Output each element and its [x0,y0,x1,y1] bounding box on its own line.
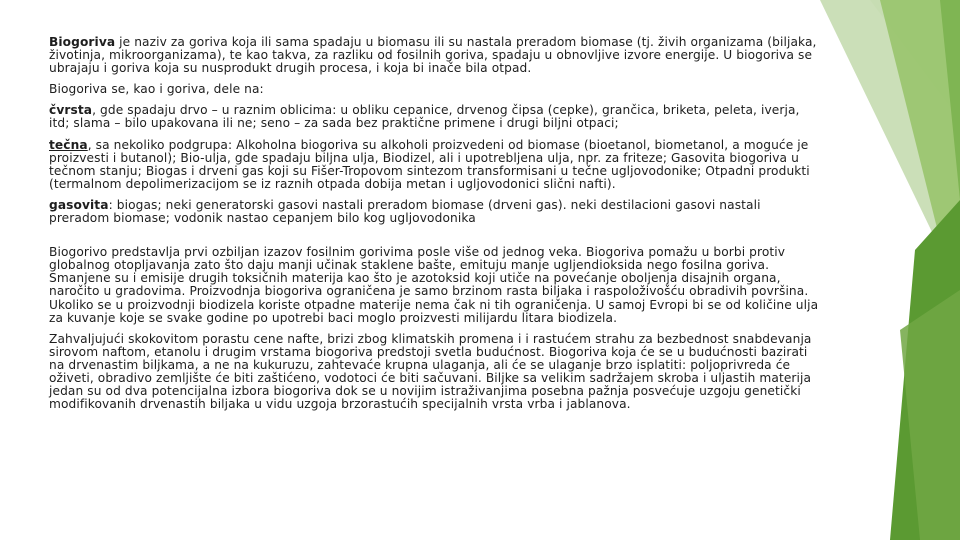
triangle-green [880,0,960,320]
term-biogoriva: Biogoriva [49,35,116,49]
liquid-text: , sa nekoliko podgrupa: Alkoholna biogoriva su alkoholi proizvedeni od biomase (bioetanol, biometanol, a moguće je proizvesti i butanol); Bio-ulja, gde spadaju biljna ulja, Biodizel, ali i upotrebljena ulja, npr. za friteze; Gasovita biogoriva u tečnom stanju; Biogas i drveni gas koji su Fišer-Tropovom sintezom transformisani u tečne ugljovodonike; Otpadni produkti (termalnom depolimerizacijom se iz raznih otpada dobija metan i ugljovodonici slični nafti). [49,137,810,191]
term-cvrsta: čvrsta [49,103,93,118]
triangle-olive [900,290,960,540]
paragraph-benefits: Biogorivo predstavlja prvi ozbiljan izazov fosilnim gorivima posle više od jednog veka. Biogoriva pomažu u borbi protiv globalnog otopljavanja zato što daju manji učinak staklene bašte, emituju manje ugljendioksida nego fosilna goriva. Smanjene su i emisije drugih toksičnih materija kao što je azotoksid koji utiče na povećanje oboljenja disajnih organa, naročito u gradovima. Proizvodnja biogoriva ograničena je samo brzinom rasta biljaka i raspoloživošću obradivih površina. Ukoliko se u proizvodnji biodizela koriste otpadne materije nema čak ni tih ograničenja. U samoj Evropi bi se od količine ulja za kuvanje koje se svake godine po upotrebi baci moglo proizvesti milijardu litara biodizela. [49,245,819,325]
definition-text: je naziv za goriva koja ili sama spadaju u biomasu ili su nastala preradom biomase (tj. živih organizama (biljaka, životinja, mikroorganizama), te kao takva, za razliku od fosilnih goriva, spadaju u obnovljive izvore energije. U biogoriva se ubrajaju i goriva koja su nusprodukt drugih procesa, i koja bi inače bila otpad. [49,35,817,76]
solid-text: , gde spadaju drvo – u raznim oblicima: u obliku cepanice, drvenog čipsa (cepke), grančica, briketa, peleta, iverja, itd; slama – bilo upakovana ili ne; seno – za sada bez praktične primene i drugi biljni otpaci; [49,103,800,131]
term-gasovita: gasovita [49,197,109,212]
slide-body-text [49,36,819,421]
paragraph-gaseous [49,199,819,225]
paragraph-solid [49,104,819,130]
paragraph-definition [49,36,819,75]
triangle-light [820,0,960,290]
triangle-dark [890,200,960,540]
paragraph-liquid [49,139,819,191]
term-tecna: tečna [49,137,88,152]
paragraph-future: Zahvaljujući skokovitom porastu cene nafte, brizi zbog klimatskih promena i i rastućem strahu za bezbednost snabdevanja sirovom naftom, etanolu i drugim vrstama biogoriva predstoji svetla budućnost. Biogoriva koja će se u budućnosti bazirati na drvenastim biljkama, a ne na kukuruzu, zahtevaće krupna ulaganja, ali će se ulaganje brzo isplatiti: poljoprivreda će oživeti, obradivo zemljište će biti zaštićeno, vodotoci će biti sačuvani. Biljke sa velikim sadržajem skroba i uljastih materija jedan su od dva potencijalna izbora biogoriva dok se u novijim istraživanjima posebna pažnja posvećuje uzgoju genetički modifikovanih drvenastih biljaka u vidu uzgoja brzorastućih specijalnih vrsta vrba i jablanova. [49,331,812,412]
paragraph-classification-intro: Biogoriva se, kao i goriva, dele na: [49,82,264,97]
triangle-right-edge [940,0,960,200]
gaseous-text: : biogas; neki generatorski gasovi nastali preradom biomase (drveni gas). neki destilacioni gasovi nastali preradom biomase; vodonik nastao cepanjem bilo kog ugljovodonika [49,197,761,226]
triangle-pale [870,0,960,120]
